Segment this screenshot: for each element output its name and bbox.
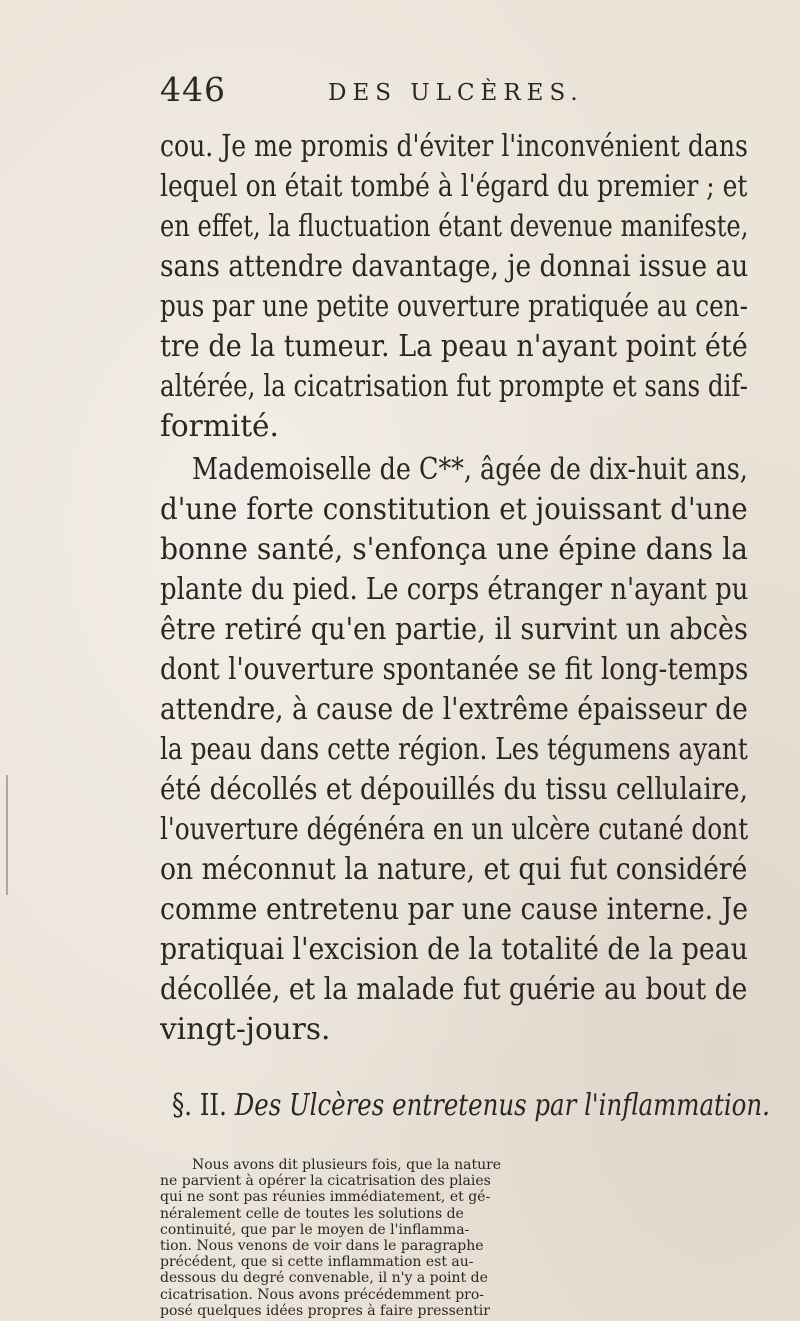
text-line: été décollés et dépouillés du tissu cellulaire,	[160, 772, 748, 806]
text-line: tion. Nous venons de voir dans le paragraphe	[160, 1238, 484, 1254]
text-line: l'ouverture dégénéra en un ulcère cutané dont	[160, 812, 749, 846]
text-line: cou. Je me promis d'éviter l'inconvénient dans	[160, 129, 748, 163]
text-line: Nous avons dit plusieurs fois, que la nature	[192, 1157, 502, 1173]
text-line: pus par une petite ouverture pratiquée au cen-	[160, 289, 748, 323]
text-line: comme entretenu par une cause interne. Je	[160, 892, 749, 926]
text-line: sans attendre davantage, je donnai issue au	[160, 249, 749, 283]
section-number: §. II.	[172, 1088, 227, 1123]
text-line: précédent, que si cette inflammation est au-	[160, 1254, 474, 1271]
text-line: vingt-jours.	[160, 1012, 331, 1046]
text-line: tre de la tumeur. La peau n'ayant point été	[160, 329, 748, 363]
text-line: on méconnut la nature, et qui fut considéré	[160, 852, 748, 886]
text-line: qui ne sont pas réunies immédiatement, et gé-	[160, 1189, 491, 1206]
page-header	[160, 70, 720, 120]
text-line: être retiré qu'en partie, il survint un abcès	[160, 612, 748, 646]
running-title: DES ULCÈRES.	[328, 80, 584, 106]
text-line: bonne santé, s'enfonça une épine dans la	[160, 532, 748, 566]
text-line: posé quelques idées propres à faire pressentir	[160, 1302, 490, 1319]
text-line: décollée, et la malade fut guérie au bout de	[160, 972, 748, 1006]
section-title: Des Ulcères entretenus par l'inflammation.	[234, 1088, 770, 1123]
text-line: continuité, que par le moyen de l'inflamma-	[160, 1221, 470, 1238]
text-line: pratiquai l'excision de la totalité de la peau	[160, 932, 748, 966]
section-heading	[172, 1088, 770, 1124]
text-line: lequel on était tombé à l'égard du premier ; et	[160, 169, 748, 203]
page-number: 446	[160, 70, 226, 109]
text-line: Mademoiselle de C**, âgée de dix-huit ans,	[192, 452, 748, 486]
text-line: altérée, la cicatrisation fut prompte et sans dif-	[160, 369, 748, 403]
text-line: formité.	[160, 409, 279, 443]
text-line: ne parvient à opérer la cicatrisation des plaies	[160, 1173, 491, 1190]
text-line: la peau dans cette région. Les tégumens ayant	[160, 732, 748, 766]
text-line: dont l'ouverture spontanée se fit long-temps	[160, 652, 749, 686]
text-line: attendre, à cause de l'extrême épaisseur de	[160, 692, 748, 726]
text-line: dessous du degré convenable, il n'y a point de	[160, 1270, 488, 1287]
text-line: néralement celle de toutes les solutions de	[160, 1205, 464, 1222]
text-line: cicatrisation. Nous avons précédemment pro-	[160, 1286, 485, 1303]
text-line: plante du pied. Le corps étranger n'ayant pu	[160, 572, 749, 606]
text-line: en effet, la fluctuation étant devenue manifeste,	[160, 209, 749, 243]
text-line: d'une forte constitution et jouissant d'une	[160, 492, 748, 526]
page-edge-mark	[6, 775, 8, 895]
